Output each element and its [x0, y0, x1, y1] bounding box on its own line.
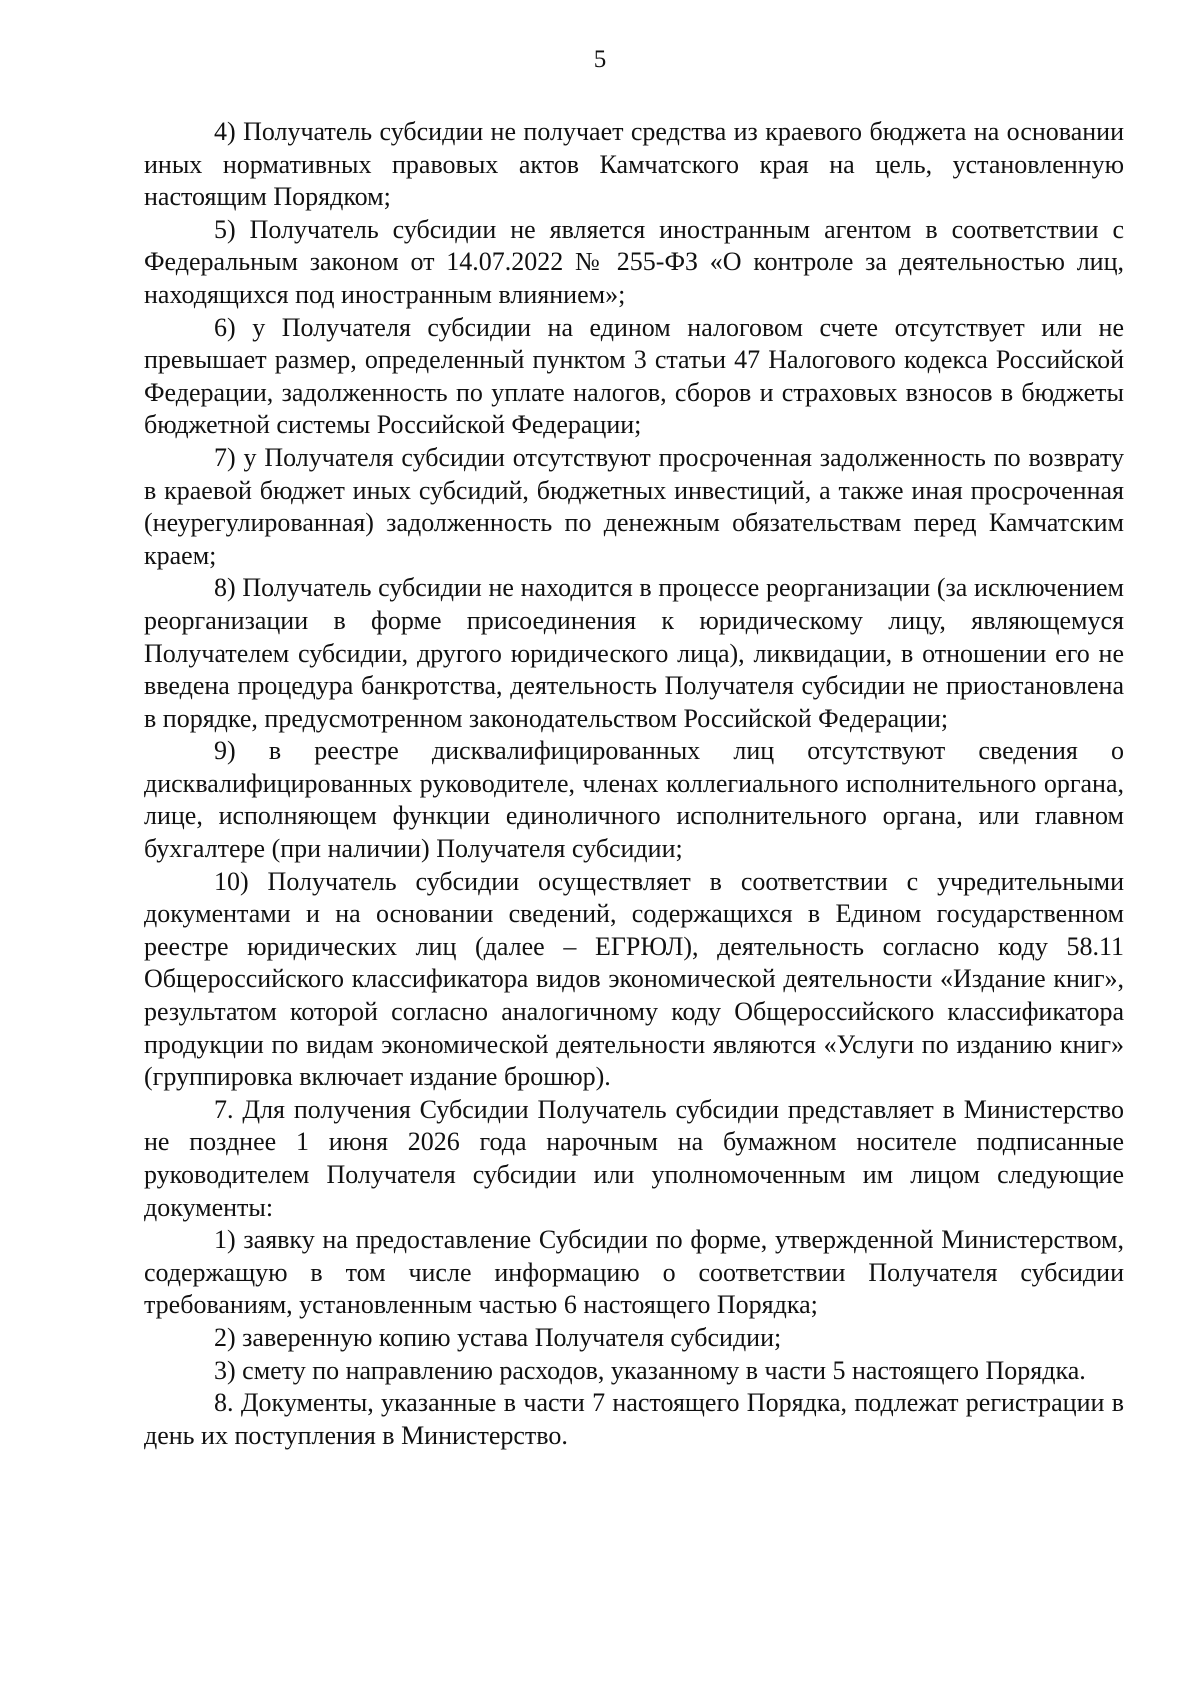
paragraph-item-9: 9) в реестре дисквалифицированных лиц отсутствуют сведения о дисквалифицированных руководителе, членах коллегиального исполнительного органа, лице, исполняющем функции единоличного исполнительного органа, или главном бухгалтере (при наличии) Получателя субсидии; [144, 736, 1124, 864]
paragraph-part-7-item-2: 2) заверенную копию устава Получателя субсидии; [214, 1322, 782, 1352]
paragraph-item-7: 7) у Получателя субсидии отсутствуют просроченная задолженность по возврату в краевой бюджет иных субсидий, бюджетных инвестиций, а также иная просроченная (неурегулированная) задолженность по денежным обязательствам перед Камчатским краем; [144, 442, 1124, 570]
paragraph-item-5: 5) Получатель субсидии не является иностранным агентом в соответствии с Федеральным законом от 14.07.2022 № 255-ФЗ «О контроле за деятельностью лиц, находящихся под иностранным влиянием»; [144, 214, 1124, 309]
paragraph-part-7-item-3: 3) смету по направлению расходов, указанному в части 5 настоящего Порядка. [214, 1355, 1086, 1385]
paragraph-item-4: 4) Получатель субсидии не получает средства из краевого бюджета на основании иных нормативных правовых актов Камчатского края на цель, установленную настоящим Порядком; [144, 117, 1124, 212]
page-number: 5 [593, 46, 607, 73]
paragraph-item-6: 6) у Получателя субсидии на едином налоговом счете отсутствует или не превышает размер, определенный пунктом 3 статьи 47 Налогового кодекса Российской Федерации, задолженность по уплате налогов, сборов и страховых взносов в бюджеты бюджетной системы Российской Федерации; [144, 312, 1124, 440]
document-body [144, 116, 1124, 1452]
paragraph-item-10: 10) Получатель субсидии осуществляет в соответствии с учредительными документами и на основании сведений, содержащихся в Едином государственном реестре юридических лиц (далее – ЕГРЮЛ), деятельность согласно коду 58.11 Общероссийского классификатора видов экономической деятельности «Издание книг», результатом которой согласно аналогичному коду Общероссийского классификатора продукции по видам экономической деятельности являются «Услуги по изданию книг» (группировка включает издание брошюр). [144, 866, 1124, 1092]
paragraph-item-8: 8) Получатель субсидии не находится в процессе реорганизации (за исключением реорганизации в форме присоединения к юридическому лицу, являющемуся Получателем субсидии, другого юридического лица), ликвидации, в отношении его не введена процедура банкротства, деятельность Получателя субсидии не приостановлена в порядке, предусмотренном законодательством Российской Федерации; [144, 573, 1124, 733]
paragraph-part-7-item-1: 1) заявку на предоставление Субсидии по форме, утвержденной Министерством, содержащую в том числе информацию о соответствии Получателя субсидии требованиям, установленным частью 6 настоящего Порядка; [144, 1225, 1124, 1320]
paragraph-part-7: 7. Для получения Субсидии Получатель субсидии представляет в Министерство не позднее 1 июня 2026 года нарочным на бумажном носителе подписанные руководителем Получателя субсидии или уполномоченным им лицом следующие документы: [144, 1094, 1124, 1222]
paragraph-part-8: 8. Документы, указанные в части 7 настоящего Порядка, подлежат регистрации в день их поступления в Министерство. [144, 1388, 1124, 1450]
